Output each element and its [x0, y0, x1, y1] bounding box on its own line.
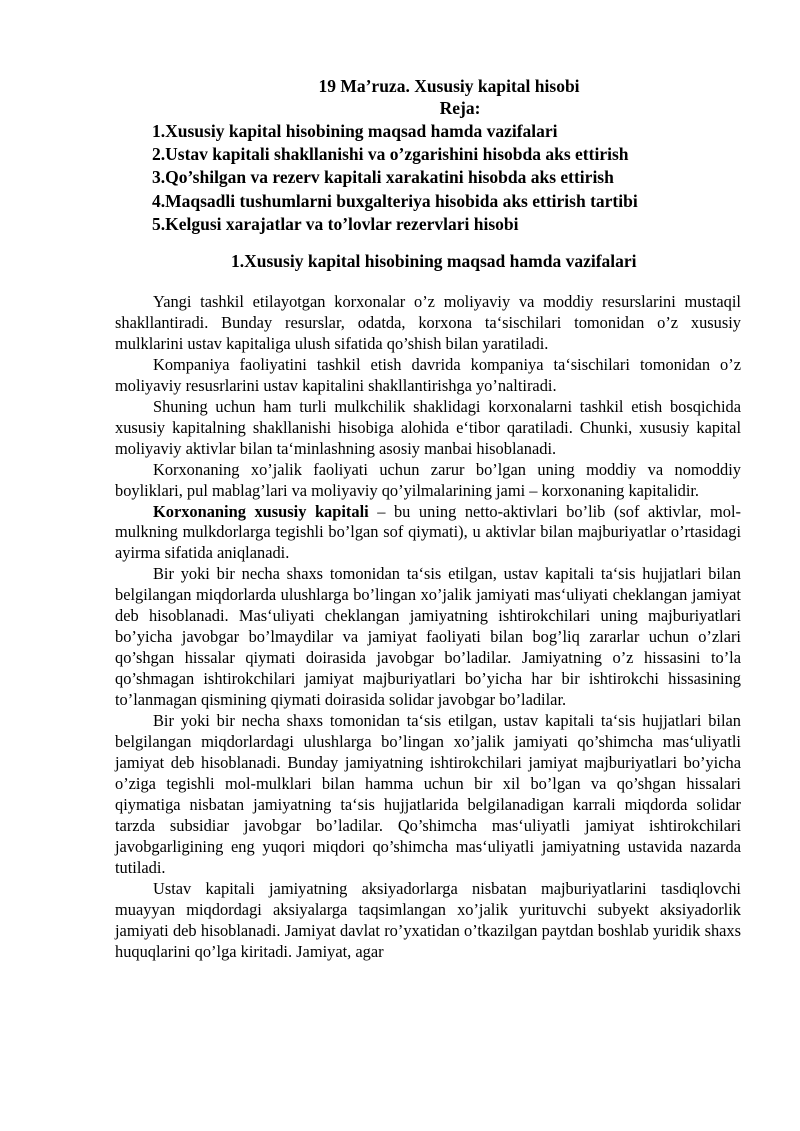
- section-heading: 1.Xususiy kapital hisobining maqsad hamda vazifalari: [231, 251, 637, 271]
- plan-item: 1.Xususiy kapital hisobining maqsad hamda vazifalari: [152, 121, 558, 141]
- paragraph: Shuning uchun ham turli mulkchilik shaklidagi korxonalarni tashkil etish bosqichida xususiy kapitalning shakllanishi hisobiga alohida e‘tibor qaratiladi. Chunki, xususiy kapital moliyaviy aktivlar bilan ta‘minlashning asosiy manbai hisoblanadi.: [115, 396, 741, 458]
- paragraph: Kompaniya faoliyatini tashkil etish davrida kompaniya ta‘sischilari tomonidan o’z moliyaviy resusrlarini ustav kapitalini shakllantirishga yo’naltiradi.: [115, 354, 741, 395]
- lecture-title: [0, 75, 800, 119]
- plan-item: 5.Kelgusi xarajatlar va to’lovlar rezervlari hisobi: [152, 213, 519, 234]
- body-text: [115, 292, 741, 963]
- paragraph: Bir yoki bir necha shaxs tomonidan ta‘sis etilgan, ustav kapitali ta‘sis hujjatlari bilan belgilangan miqdorlardagi ulushlarga bo’lingan xo’jalik jamiyati qo’shimcha mas‘uliyatli jamiyat deb hisoblanadi. Bunday jamiyatning ishtirokchilari jamiyat majburiyatlari bo’yicha o’ziga tegishli mol-mulklari bilan hamma uchun bir xil bo’lgan va qo’shgan hissalari qiymatiga nisbatan jamiyatning ta‘sis hujjatlarida belgilanadigan karrali miqdorda solidar tarzda subsidiar javobgar bo’ladilar. Qo’shimcha mas‘uliyatli jamiyat ishtirokchilari javobgarligining eng yuqori miqdori qo’shimcha mas‘uliyatli jamiyatning ustavida nazarda tutiladi.: [115, 711, 741, 877]
- plan-item: 3.Qo’shilgan va rezerv kapitali xarakatini hisobda aks ettirish: [152, 167, 614, 188]
- definition-text: – bu uning netto-aktivlari bo’lib (sof aktivlar, mol-mulkning mulkdorlarga tegishli bo’lgan sof qiymati), u aktivlar bilan majburiyatlar o’rtasidagi ayirma sifatida aniqlanadi.: [115, 501, 741, 563]
- title-text: 19 Ma’ruza. Xususiy kapital hisobi: [318, 76, 580, 96]
- plan-item: 4.Maqsadli tushumlarni buxgalteriya hisobida aks ettirish tartibi: [152, 190, 638, 211]
- plan-item: 2.Ustav kapitali shakllanishi va o’zgarishini hisobda aks ettirish: [152, 144, 629, 165]
- paragraph: Yangi tashkil etilayotgan korxonalar o’z moliyaviy va moddiy resurslarini mustaqil shakllantiradi. Bunday resurslar, odatda, korxona ta‘sischilari tomonidan o’z xususiy mulklarini ustav kapitaliga ulush sifatida qo’shish bilan yaratiladi.: [115, 292, 741, 353]
- paragraph: Ustav kapitali jamiyatning aksiyadorlarga nisbatan majburiyatlarini tasdiqlovchi muayyan miqdordagi aksiyalarga taqsimlangan xo’jalik yurituvchi subyekt aksiyadorlik jamiyati deb hisoblanadi. Jamiyat davlat ro’yxatidan o’tkazilgan paytdan boshlab yuridik shaxs huquqlarini qo’lga kiritadi. Jamiyat, agar: [115, 878, 741, 961]
- paragraph: Korxonaning xo’jalik faoliyati uchun zarur bo’lgan uning moddiy va nomoddiy boyliklari, pul mablag’lari va moliyaviy qo’yilmalarining jami – korxonaning kapitalidir.: [115, 459, 741, 500]
- plan-label: Reja:: [439, 98, 481, 118]
- definition-term: Korxonaning xususiy kapitali: [153, 501, 369, 521]
- definition-paragraph: [115, 502, 741, 565]
- paragraph: Bir yoki bir necha shaxs tomonidan ta‘sis etilgan, ustav kapitali ta‘sis hujjatlari bilan belgilangan miqdorlarda ulushlarga bo’lingan xo’jalik jamiyati mas‘uliyati cheklangan jamiyat deb hisoblanadi. Mas‘uliyati cheklangan jamiyatning ishtirokchilari uning majburiyatlari bo’yicha javobgar bo’lmaydilar va jamiyat faoliyati bilan bog’liq zararlar uchun o’zlari qo’shgan hissalar qiymati doirasida javobgar bo’ladilar. Jamiyatning o’z hissasini to’la qo’shmagan ishtirokchilari jamiyat majburiyatlari bo’yicha har bir ishtirokchi hissasining to’lanmagan qismining qiymati doirasida solidar javobgar bo’ladilar.: [115, 564, 741, 710]
- plan-list: [152, 120, 638, 236]
